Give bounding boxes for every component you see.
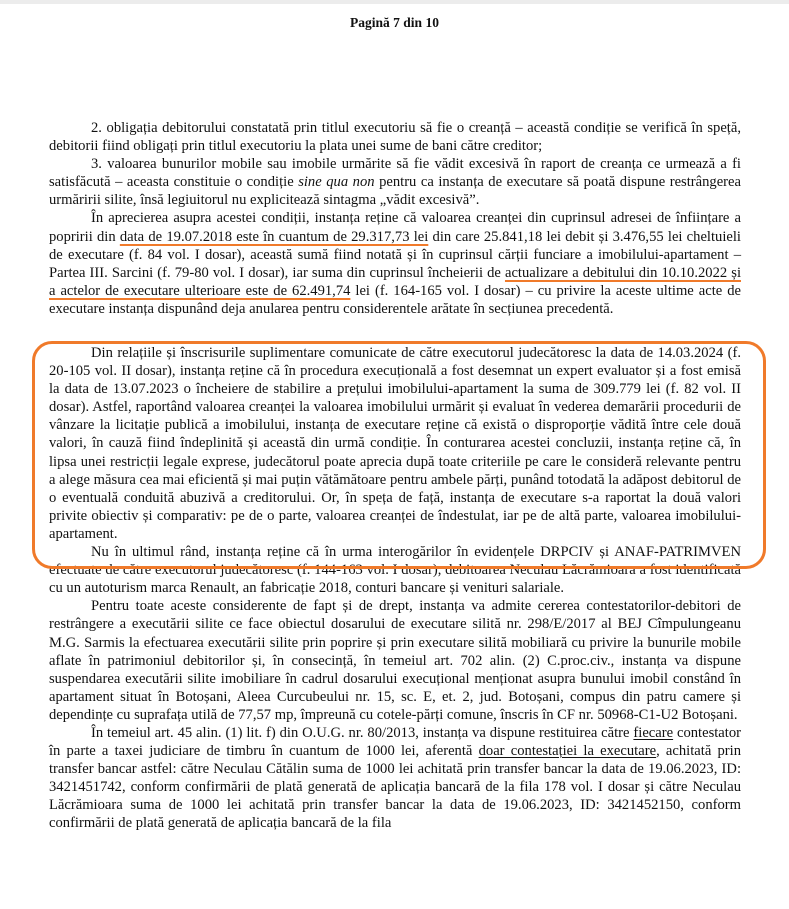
underline-fiecare: fiecare xyxy=(633,724,674,741)
page-current: 7 xyxy=(393,15,400,30)
paragraph-creanta-text-c: lei (f. 164-165 vol. I dosar) – cu privire la aceste ultime acte de executare instanța dispunând deja anularea pentru considerentele arătate în secțiunea precedentă. xyxy=(49,282,741,317)
paragraph-condition-3-text-b: pentru ca instanța de executare să poată dispune restrângerea urmăririi silite, însă legiuitorul nu explicitează sintagma „vădit excesivă”. xyxy=(49,174,742,209)
page-of: din xyxy=(403,15,423,30)
latin-phrase: sine qua non xyxy=(298,174,375,191)
paragraph-restituire-taxa xyxy=(49,724,741,833)
paragraph-condition-3 xyxy=(49,155,741,209)
paragraph-admite-cererea: Pentru toate aceste considerente de fapt și de drept, instanța va admite cererea contestatorilor-debitori de restrângere a executării silite ce face obiectul dosarului de executare silită nr. 298/E/2017 al BEJ Cîmpulungeanu M.G. Sarmis la efectuarea executării silite prin poprire și prin executare silită mobiliară cu privire la bunurile mobile aflate în patrimoniul debitorilor și, în consecință, în temeiul art. 702 alin. (2) C.proc.civ., instanța va dispune suspendarea executării silite imobiliare în cadrul dosarului execuțional menționat asupra bunului imobil constând în apartament situat în Botoșani, Aleea Curcubeului nr. 15, sc. E, et. 2, jud. Botoșani, compus din patru camere și dependințe cu suprafața utilă de 77,57 mp, împreună cu cotele-părți comune, înscris în CF nr. 50968-C1-U2 Botoșani. xyxy=(49,598,741,723)
paragraph-restituire-text-c: , achitată prin transfer bancar astfel: către Neculau Cătălin suma de 1000 lei achitată prin transfer bancar la data de 19.06.2023, ID: 3421451742, conform confirmării de plată generată de aplicația bancară de la fila 178 vol. I dosar și către Neculau Lăcrămioara suma de 1000 lei achitată prin transfer bancar la data de 19.06.2023, ID: 3421452150, conform confirmării de plată generată de aplicația bancară de la fila xyxy=(49,743,742,832)
page-number-header xyxy=(0,14,789,32)
paragraph-restituire-text-a: În temeiul art. 45 alin. (1) lit. f) din O.U.G. nr. 80/2013, instanța va dispune restituirea către xyxy=(91,724,634,741)
paragraph-drpciv-anaf: Nu în ultimul rând, instanța reține că în urma interogărilor în evidențele DRPCIV și ANAF-PATRIMVEN efectuate de către executorul judecătoresc (f. 144-163 vol. I dosar), debitoarea Neculau Lăcrămioara a fost identificată cu un autoturism marca Renault, an fabricație 2018, conturi bancare și venituri salariale. xyxy=(49,544,741,597)
page-prefix: Pagină xyxy=(350,15,390,30)
paragraph-creanta-text-a: În aprecierea asupra acestei condiții, instanța reține că valoarea creanței din cuprinsul adresei de înființare a popririi din xyxy=(49,210,741,245)
page-total: 10 xyxy=(425,15,439,30)
paragraph-expert-evaluation: Din relațiile și înscrisurile suplimentare comunicate de către executorul judecătoresc la data de 14.03.2024 (f. 20-105 vol. II dosar), instanța reține că în procedura execuțională a fost desemnat un expert evaluator și a fost emisă la data de 13.07.2023 o încheiere de stabilire a prețului imobilului-apartament la suma de 309.779 lei (f. 82 vol. II dosar). Astfel, raportând valoarea creanței la valoarea imobilului urmărit și evaluat în vederea demarării procedurii de vânzare la licitație publică a imobilului, instanța de executare reține că există o disproporție vădită între cele două valori, în cauză fiind îndeplinită și această din urmă condiție. În conturarea acestei concluzii, instanța reține că, în lipsa unei restricții legale exprese, judecătorul poate aprecia după toate criteriile pe care le consideră relevante pentru a alege măsura cea mai eficientă și mai puțin vătămătoare pentru ambele părți, punând totodată la adăpost debitorul de o eventuală conduită abuzivă a creditorului. Or, în speța de față, instanța de executare s-a raportat la două valori privite obiectiv și comparativ: pe de o parte, valoarea creanței de îndestulat, iar pe de altă parte, valoarea imobilului-apartament. xyxy=(49,345,741,542)
highlight-actualizare-2022: actualizare a debitului din 10.10.2022 și a actelor de executare ulterioare este de 62.491,74 xyxy=(49,264,741,299)
highlight-creanta-2018: data de 19.07.2018 este în cuantum de 29.317,73 lei xyxy=(119,228,429,245)
underline-contestatie: doar contestației la executare xyxy=(478,743,657,760)
paragraph-condition-2: 2. obligația debitorului constatată prin titlul executoriu să fie o creanță – această condiție se verifică în speță, debitorii fiind obligați prin titlul executoriu la plata unei sume de bani către creditor; xyxy=(49,120,741,155)
paragraph-condition-3-text-a: 3. valoarea bunurilor mobile sau imobile urmărite să fie vădit excesivă în raport de creanța ce urmează a fi satisfăcută – aceasta constituie o condiție xyxy=(49,156,741,191)
paragraph-restituire-text-b: contestator în parte a taxei judiciare de timbru în cuantum de 1000 lei, aferentă xyxy=(49,724,741,760)
document-body-continued xyxy=(49,344,741,833)
paragraph-creanta-value xyxy=(49,209,741,318)
page-top-edge xyxy=(0,0,789,4)
document-body xyxy=(49,119,741,318)
paragraph-creanta-text-b: din care 25.841,18 lei debit și 3.476,55 lei cheltuieli de executare (f. 84 vol. I dosar), această sumă fiind notată și în cuprinsul cărții funciare a imobilului-apartament – Partea III. Sarcini (f. 79-80 vol. I dosar), iar suma din cuprinsul încheierii de xyxy=(49,228,741,281)
